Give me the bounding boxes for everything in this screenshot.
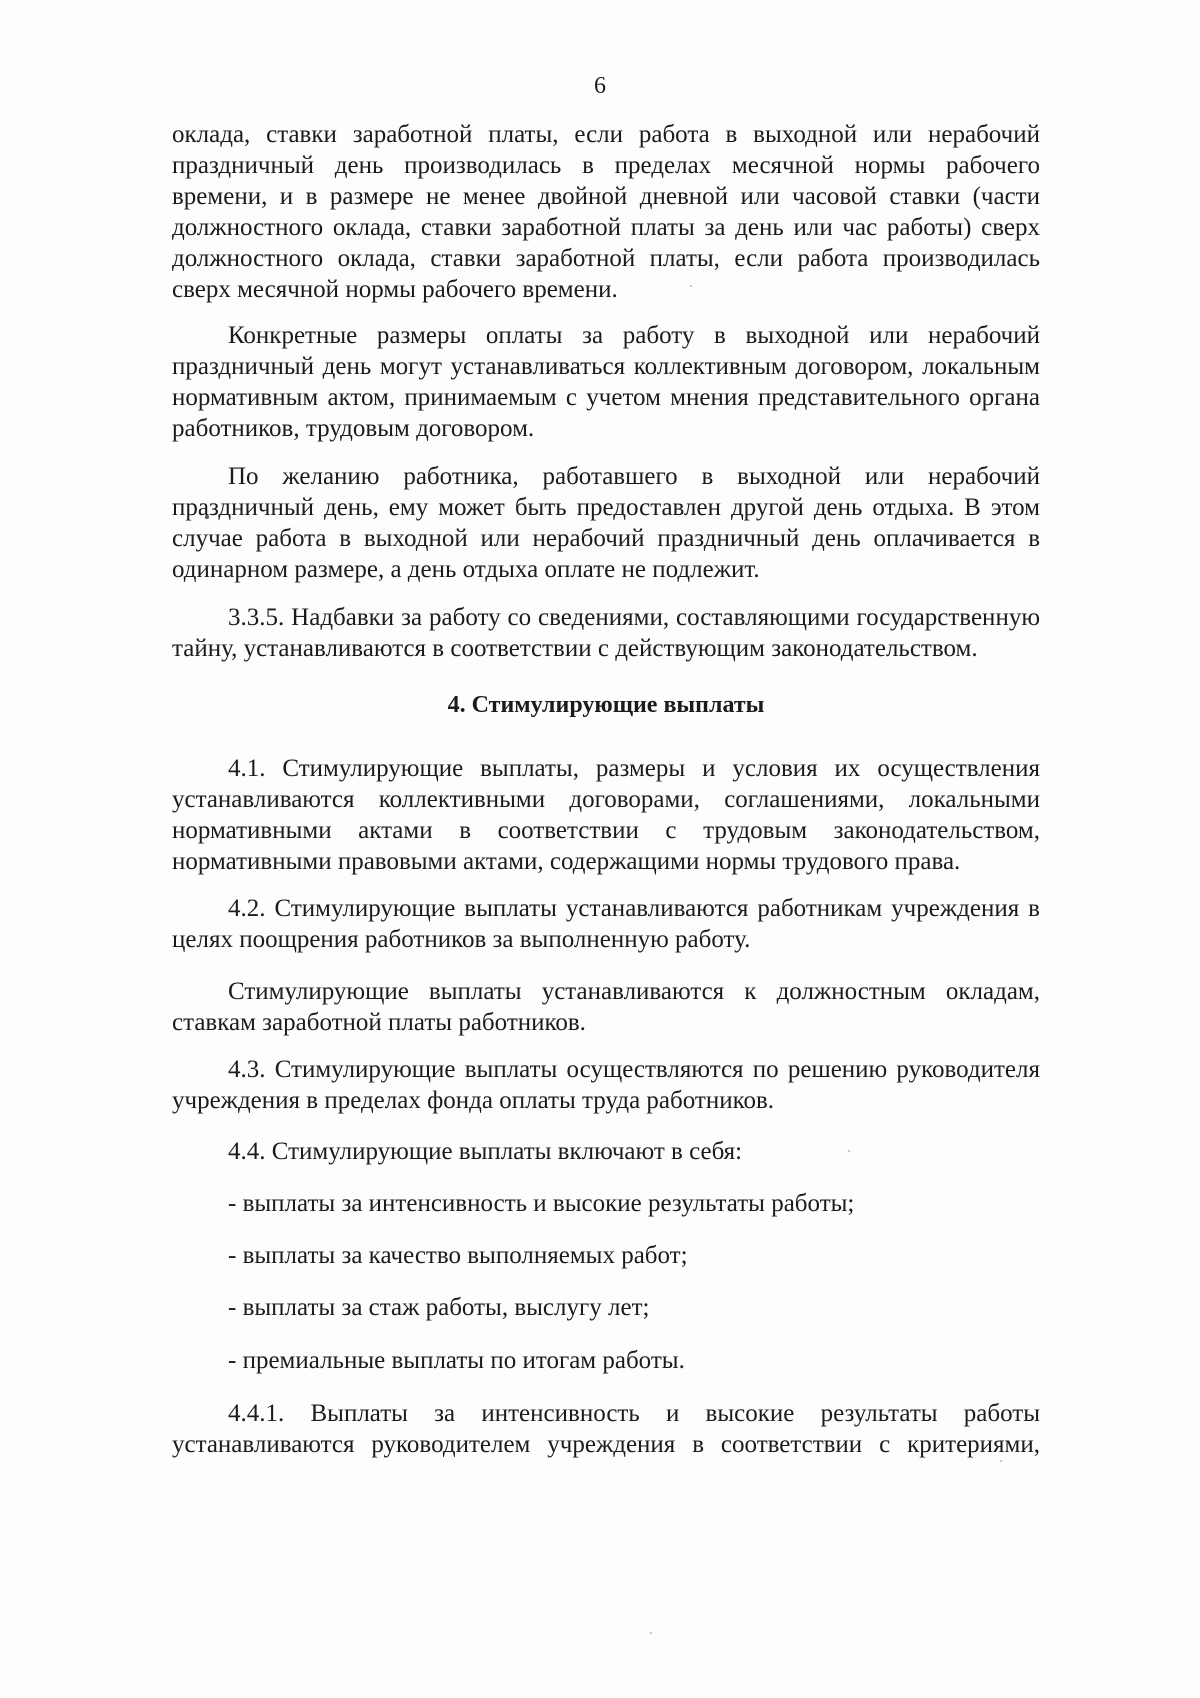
paragraph-text: Стимулирующие выплаты устанавливаются к должностным окладам, ставкам заработной платы работников.: [172, 978, 1040, 1036]
section-heading-4: 4. Стимулирующие выплаты: [447, 692, 765, 718]
scan-speck: [1000, 1460, 1002, 1462]
paragraph-overtime-pay-continued: [172, 119, 1040, 305]
paragraph-text: 4.1. Стимулирующие выплаты, размеры и условия их осуществления устанавливаются коллективными договорами, соглашениями, локальными нормативными актами в соответствии с трудовым законодательством, нормативными правовыми актами, содержащими нормы трудового права.: [172, 755, 1040, 875]
paragraph-text: 4.2. Стимулирующие выплаты устанавливаются работникам учреждения в целях поощрения работников за выполненную работу.: [172, 895, 1040, 953]
list-item: - выплаты за интенсивность и высокие результаты работы;: [228, 1190, 855, 1217]
page-number: 6: [594, 73, 606, 99]
paragraph-text: оклада, ставки заработной платы, если работа в выходной или нерабочий праздничный день производилась в пределах месячной нормы рабочего времени, и в размере не менее двойной дневной или часовой ставки (части должностного оклада, ставки заработной платы за день или час работы) сверх должностного оклада, ставки заработной платы, если работа производилась сверх месячной нормы рабочего времени.: [172, 121, 1040, 303]
scan-speck: [690, 285, 692, 287]
paragraph-4-4-1: [172, 1398, 1040, 1460]
paragraph-4-2: [172, 893, 1040, 955]
paragraph-4-4: [172, 1136, 1040, 1167]
list-item: - выплаты за качество выполняемых работ;: [228, 1242, 688, 1269]
paragraph-day-off-option: [172, 461, 1040, 585]
list-item: - премиальные выплаты по итогам работы.: [228, 1347, 685, 1374]
list-item: - выплаты за стаж работы, выслугу лет;: [228, 1294, 650, 1321]
paragraph-text: 3.3.5. Надбавки за работу со сведениями, составляющими государственную тайну, устанавливаются в соответствии с действующим законодательством.: [172, 604, 1040, 662]
paragraph-text: 4.4.1. Выплаты за интенсивность и высокие результаты работы устанавливаются руководителем учреждения в соответствии с критериями,: [172, 1400, 1040, 1458]
scan-speck: [848, 1150, 850, 1152]
paragraph-text: По желанию работника, работавшего в выходной или нерабочий праздничный день, ему может быть предоставлен другой день отдыха. В этом случае работа в выходной или нерабочий праздничный день оплачивается в одинарном размере, а день отдыха оплате не подлежит.: [172, 463, 1040, 583]
paragraph-4-1: [172, 753, 1040, 877]
paragraph-specific-pay-amounts: [172, 320, 1040, 444]
paragraph-text: Конкретные размеры оплаты за работу в выходной или нерабочий праздничный день могут устанавливаться коллективным договором, локальным нормативным актом, принимаемым с учетом мнения представительного органа работников, трудовым договором.: [172, 322, 1040, 442]
scan-speck: [650, 1632, 652, 1634]
paragraph-stimulating-to-salaries: [172, 976, 1040, 1038]
paragraph-3-3-5: [172, 602, 1040, 664]
paragraph-text: 4.4. Стимулирующие выплаты включают в себя:: [228, 1138, 743, 1165]
paragraph-4-3: [172, 1054, 1040, 1116]
paragraph-text: 4.3. Стимулирующие выплаты осуществляются по решению руководителя учреждения в пределах фонда оплаты труда работников.: [172, 1056, 1040, 1114]
